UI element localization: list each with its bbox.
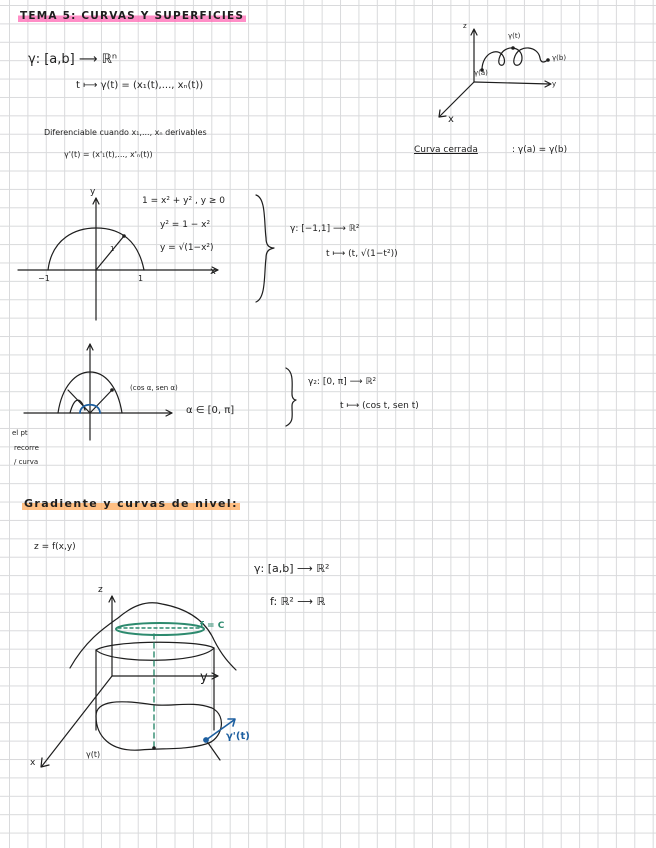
note-line-2: recorre	[14, 444, 39, 452]
surface-back-edge	[96, 642, 214, 650]
section-title-curvas: TEMA 5: CURVAS Y SUPERFICIES	[20, 10, 245, 22]
y-squared-equation: y² = 1 − x²	[160, 220, 211, 230]
gamma-a-label: γ(a)	[474, 69, 488, 77]
point-coordinates: (cos α, sen α)	[130, 384, 178, 392]
radius-label: 1	[110, 245, 115, 253]
circle-equation: 1 = x² + y² , y ≥ 0	[142, 196, 226, 206]
surface-y-label: y	[200, 670, 208, 685]
map-definition: γ: [a,b] ⟶ ℝⁿ	[28, 52, 118, 67]
derivative-definition: γ'(t) = (x'₁(t),..., x'ₙ(t))	[64, 150, 153, 159]
axis-y-label: y	[552, 80, 557, 88]
param-map-2: γ₂: [0, π] ⟶ ℝ²	[308, 377, 377, 387]
tangent-tail	[206, 740, 220, 760]
graph-x-label: x	[210, 266, 216, 277]
param-t-1: t ⟼ (t, √(1−t²))	[326, 249, 398, 259]
tangent-point	[204, 738, 209, 743]
note-line-3: / curva	[14, 458, 39, 466]
tick-minus-one: −1	[38, 274, 50, 283]
closed-curve-condition: : γ(a) = γ(b)	[512, 145, 568, 155]
param-map-1: γ: [−1,1] ⟶ ℝ²	[290, 224, 360, 234]
axis-x-label: x	[448, 114, 454, 125]
gamma-map: γ: [a,b] ⟶ ℝ²	[254, 562, 330, 575]
parametrization-line: t ⟼ γ(t) = (x₁(t),..., xₙ(t))	[76, 80, 204, 91]
surface-equation: z = f(x,y)	[34, 542, 76, 552]
gamma-curve-label: γ(t)	[86, 750, 101, 759]
f-map: f: ℝ² ⟶ ℝ	[270, 595, 326, 608]
x-axis-3	[42, 676, 112, 766]
level-curve-on-surface	[116, 623, 204, 635]
surface-z-label: z	[98, 585, 103, 595]
gamma-t-label: γ(t)	[508, 32, 521, 40]
param-t-2: t ⟼ (cos t, sen t)	[340, 401, 419, 411]
y-root-equation: y = √(1−x²)	[160, 243, 214, 253]
note-line-1: el pt	[12, 429, 28, 437]
projected-curve-gamma	[96, 702, 221, 750]
graph-y-label: y	[90, 187, 96, 197]
closed-curve-label: Curva cerrada	[414, 145, 478, 155]
tick-one: 1	[138, 274, 144, 283]
surface-x-label: x	[30, 758, 36, 768]
surface-front-edge	[96, 648, 214, 660]
tangent-label: γ'(t)	[226, 731, 250, 742]
axis-z-label: z	[463, 22, 467, 30]
alpha-range: α ∈ [0, π]	[186, 405, 235, 416]
gamma-b-label: γ(b)	[552, 54, 567, 62]
differentiable-note: Diferenciable cuando x₁,..., xₙ derivables	[44, 128, 207, 137]
section-title-gradiente: Gradiente y curvas de nivel:	[24, 497, 238, 510]
level-curve-label: f = C	[200, 621, 225, 631]
projected-point	[152, 746, 156, 750]
